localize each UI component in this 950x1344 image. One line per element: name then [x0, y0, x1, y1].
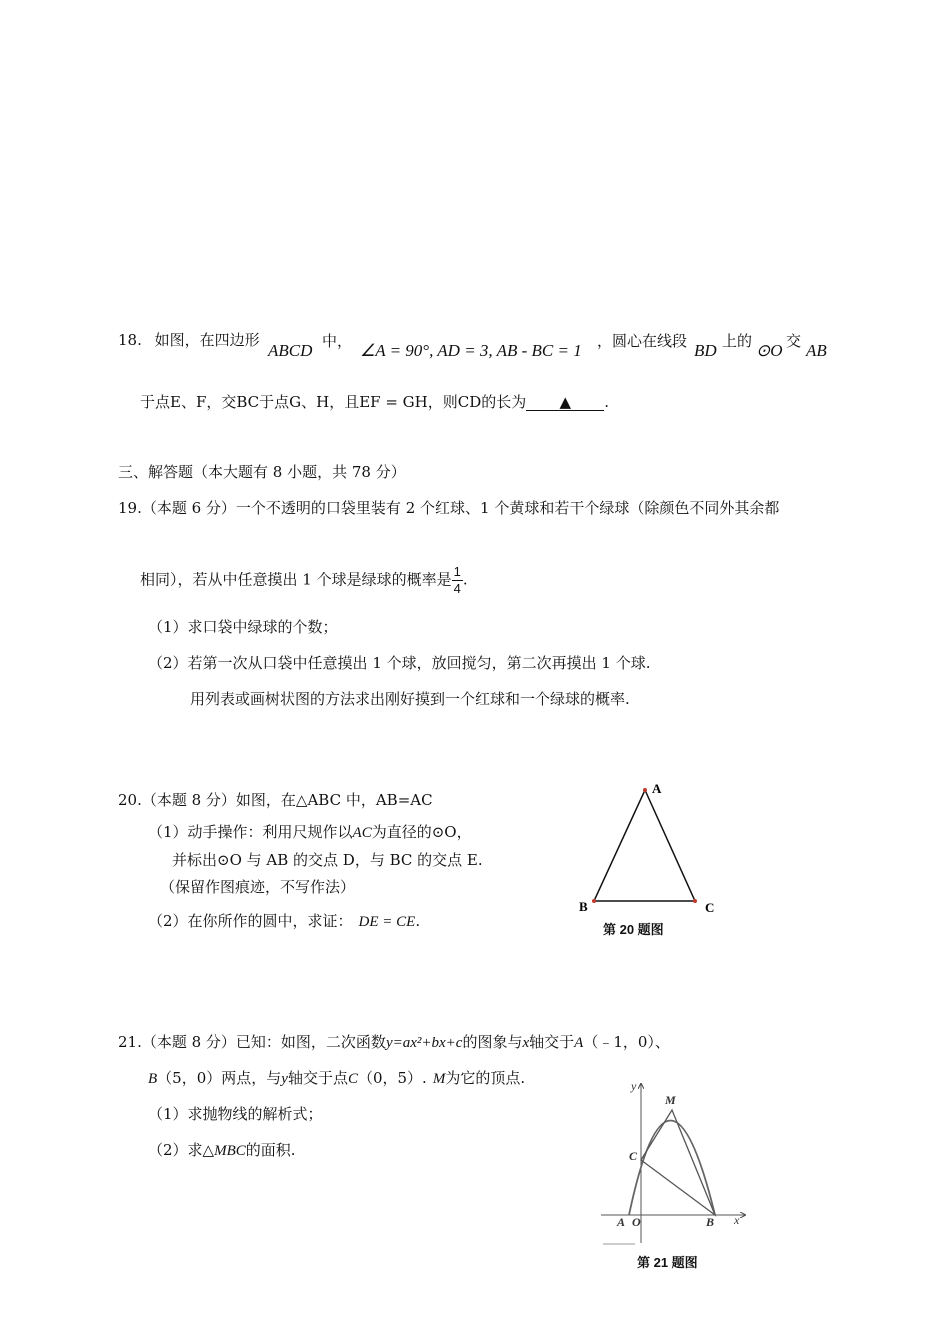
q19-line1: 19.（本题 6 分）一个不透明的口袋里装有 2 个红球、1 个黄球和若干个绿球（除颜色不同外其余都 — [118, 499, 780, 517]
label-o: O — [632, 1215, 641, 1229]
q20-sub1-line3: （保留作图痕迹，不写作法） — [160, 878, 356, 896]
q18-ab: AB — [806, 341, 827, 360]
q20-sub2 — [148, 911, 420, 932]
label-b: B — [706, 1215, 715, 1229]
q19-fraction — [452, 564, 463, 597]
q18-line2 — [140, 392, 609, 412]
q21-line2 — [148, 1068, 525, 1089]
q20-sub1-text: （1）动手操作：利用尺规作以 — [148, 823, 353, 841]
q21-sub2-text: （2）求△ — [148, 1141, 215, 1159]
q20-sub1 — [148, 822, 472, 843]
q18-text-1: 如图，在四边形 — [154, 331, 260, 349]
q18-quad: ABCD — [268, 341, 313, 360]
q21-line2-text: （5，0）两点，与 — [157, 1069, 282, 1087]
q19-line2-end: . — [462, 570, 468, 589]
section-3-heading: 三、解答题（本大题有 8 小题，共 78 分） — [118, 463, 406, 481]
q19-fraction-denominator: 4 — [453, 581, 461, 596]
figure-20-caption: 第 20 题图 — [603, 922, 664, 937]
q20-sub2-text: （2）在你所作的圆中，求证： — [148, 912, 353, 930]
q21-line1-text-2: 的图象与 — [462, 1033, 523, 1051]
label-b: B — [579, 899, 588, 914]
q20-equation: DE = CE — [358, 914, 416, 930]
q18-line2-text: 于点E、F，交BC于点G、H，且EF = GH，则CD的长为 — [140, 393, 527, 411]
label-m: M — [665, 1093, 676, 1107]
q20-ac: AC — [352, 825, 372, 841]
q18-number: 18. — [118, 331, 142, 349]
triangle-icon: ▲ — [559, 393, 571, 411]
figure-21-caption: 第 21 题图 — [637, 1255, 698, 1270]
q20-sub2-end: . — [415, 912, 421, 930]
q21-y-var: y — [281, 1071, 288, 1087]
q21-mbc: MBC — [214, 1143, 246, 1159]
q21-function: y=ax²+bx+c — [385, 1035, 463, 1051]
parabola — [629, 1121, 715, 1216]
label-a: A — [652, 781, 662, 796]
figure-21 — [595, 1078, 755, 1250]
q21-sub1: （1）求抛物线的解析式； — [148, 1105, 323, 1123]
q21-line2-text-4: 为它的顶点. — [445, 1069, 526, 1087]
q21-line2-text-3: （0，5）. — [357, 1069, 427, 1087]
triangle-abc — [594, 790, 695, 901]
q21-point-a: A — [574, 1035, 584, 1051]
q19-line2-text: 相同），若从中任意摸出 1 个球是绿球的概率是 — [140, 570, 452, 589]
q20-sub1-text-2: 为直径的⊙O， — [371, 823, 472, 841]
q21-line1-text-3: 轴交于 — [529, 1033, 575, 1051]
q18-text-5: 交 — [786, 332, 802, 350]
q18-segment: BD — [694, 341, 717, 360]
label-a: A — [617, 1215, 626, 1229]
q19-sub1: （1）求口袋中绿球的个数； — [148, 618, 338, 636]
q21-sub2 — [148, 1140, 296, 1161]
q19-fraction-numerator: 1 — [453, 564, 461, 579]
q18-answer-blank — [526, 394, 604, 411]
q18-circle: ⊙O — [756, 341, 783, 360]
triangle-mbc — [641, 1110, 715, 1215]
q21-sub2-end: 的面积. — [245, 1141, 296, 1159]
q21-line1-text-4: （﹣1，0）、 — [583, 1033, 670, 1051]
q18-text-3: ，圆心在线段 — [597, 332, 688, 350]
q20-line1: 20.（本题 8 分）如图，在△ABC 中，AB=AC — [118, 791, 433, 809]
q21-line1 — [118, 1032, 670, 1053]
vertex-c-dot — [693, 899, 697, 903]
q19-sub2-continued: 用列表或画树状图的方法求出刚好摸到一个红球和一个绿球的概率. — [190, 690, 630, 708]
q21-line2-text-2: 轴交于点 — [287, 1069, 348, 1087]
figure-20 — [570, 780, 730, 922]
q21-line1-text: 21.（本题 8 分）已知：如图，二次函数 — [118, 1033, 386, 1051]
q21-point-b: B — [148, 1071, 158, 1087]
label-c: C — [629, 1149, 638, 1163]
vertex-a-dot — [643, 788, 647, 792]
q19-line2 — [140, 564, 468, 597]
q18-line2-end: . — [604, 393, 610, 411]
q18-text-4: 上的 — [722, 332, 753, 350]
q18-text-2: 中， — [322, 332, 353, 350]
label-c: C — [705, 900, 715, 915]
q18-line1 — [118, 330, 260, 350]
vertex-b-dot — [592, 899, 596, 903]
q18-condition: ∠A = 90°, AD = 3, AB - BC = 1 — [360, 341, 582, 360]
q21-x-var: x — [522, 1035, 530, 1051]
label-y: y — [631, 1079, 637, 1093]
q20-sub1-line2: 并标出⊙O 与 AB 的交点 D，与 BC 的交点 E. — [172, 851, 483, 869]
q21-point-c: C — [347, 1071, 358, 1087]
label-x: x — [734, 1213, 740, 1227]
q19-sub2: （2）若第一次从口袋中任意摸出 1 个球，放回搅匀，第二次再摸出 1 个球. — [148, 654, 651, 672]
q21-point-m: M — [432, 1071, 446, 1087]
